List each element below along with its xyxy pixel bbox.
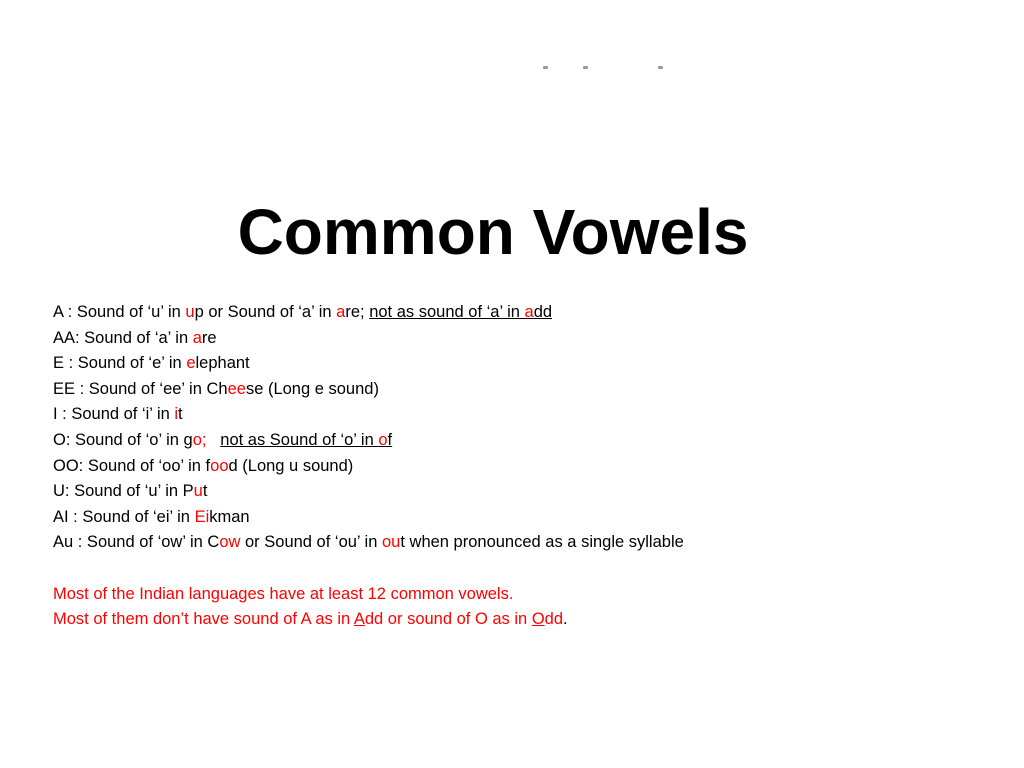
vowel-line-i: I : Sound of ‘i’ in it: [53, 405, 183, 424]
slide-title: Common Vowels: [237, 196, 749, 268]
spacer: [53, 556, 983, 582]
underlined-note-a: not as sound of ‘a’ in add: [369, 303, 553, 321]
vowel-line-ee: EE : Sound of ‘ee’ in Cheese (Long e sound): [53, 379, 379, 398]
slide-body: [53, 300, 983, 633]
vowel-line-oo: OO: Sound of ‘oo’ in food (Long u sound): [53, 456, 354, 475]
vowel-line-e: E : Sound of ‘e’ in elephant: [53, 354, 250, 373]
vowel-line-au: Au : Sound of ‘ow’ in Cow or Sound of ‘ou’ in out when pronounced as a single syllable: [53, 533, 684, 552]
vowel-line-ai: AI : Sound of ‘ei’ in Eikman: [53, 507, 250, 526]
vowel-line-u: U: Sound of ‘u’ in Put: [53, 482, 208, 501]
vowel-line-aa: AA: Sound of ‘a’ in are: [53, 328, 217, 347]
vowel-line-o: O: Sound of ‘o’ in go; not as Sound of ‘o’ in of: [53, 430, 393, 449]
note-line-2: Most of them don’t have sound of A as in Add or sound of O as in Odd.: [53, 610, 568, 629]
underlined-note-o: not as Sound of ‘o’ in of: [220, 430, 393, 449]
rendering-artifacts: [543, 66, 673, 78]
note-line-1: Most of the Indian languages have at least 12 common vowels.: [53, 584, 514, 603]
vowel-line-a: A : Sound of ‘u’ in up or Sound of ‘a’ in are; not as sound of ‘a’ in add: [53, 303, 553, 321]
